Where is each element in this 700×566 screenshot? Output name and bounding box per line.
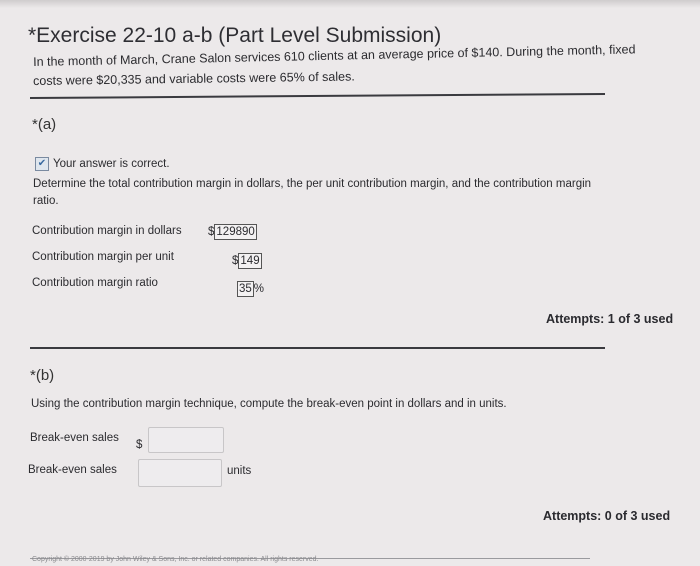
top-shadow	[0, 0, 700, 8]
section-divider	[30, 93, 605, 99]
part-b-label: *(b)	[30, 367, 55, 384]
units-suffix: units	[227, 465, 252, 477]
part-a-instruction-line-2: ratio.	[33, 195, 59, 207]
problem-text-line-1: In the month of March, Crane Salon services 610 clients at an average price of $140. During the month, fixed	[33, 42, 636, 69]
part-a-attempts: Attempts: 1 of 3 used	[546, 312, 674, 326]
cm-unit-answer	[232, 251, 262, 269]
section-divider	[30, 347, 605, 349]
part-b-instruction: Using the contribution margin technique, compute the break-even point in dollars and in units.	[31, 398, 507, 410]
break-even-units-label: Break-even sales	[28, 464, 117, 476]
copyright-text: Copyright © 2000-2019 by John Wiley & Sons, Inc. or related companies. All rights reserved.	[32, 556, 319, 563]
checkmark-icon: ✔	[35, 157, 49, 171]
break-even-units-input[interactable]	[138, 459, 222, 487]
part-a-label: *(a)	[32, 116, 57, 133]
cm-dollars-input[interactable]: 129890	[216, 226, 255, 238]
currency-symbol: $	[136, 439, 143, 451]
break-even-dollars-label: Break-even sales	[30, 432, 119, 444]
cm-ratio-answer	[237, 279, 264, 297]
part-a-instruction-line-1: Determine the total contribution margin in dollars, the per unit contribution margin, and the contribution margin	[33, 178, 592, 190]
cm-ratio-input[interactable]: 35	[239, 283, 252, 295]
percent-symbol: %	[253, 283, 265, 295]
correct-status-text: Your answer is correct.	[53, 158, 170, 170]
currency-symbol: $	[232, 255, 239, 267]
problem-text-line-2: costs were $20,335 and variable costs were 65% of sales.	[33, 69, 355, 88]
correct-status	[35, 157, 170, 171]
cm-ratio-label: Contribution margin ratio	[32, 277, 158, 289]
cm-dollars-label: Contribution margin in dollars	[32, 225, 182, 237]
currency-symbol: $	[208, 226, 215, 238]
cm-unit-input[interactable]: 149	[240, 255, 260, 267]
break-even-dollars-input[interactable]	[148, 427, 224, 453]
cm-dollars-answer	[208, 222, 257, 240]
part-b-attempts: Attempts: 0 of 3 used	[543, 509, 671, 523]
cm-unit-label: Contribution margin per unit	[32, 251, 174, 263]
page-title: *Exercise 22-10 a-b (Part Level Submission)	[28, 24, 442, 47]
